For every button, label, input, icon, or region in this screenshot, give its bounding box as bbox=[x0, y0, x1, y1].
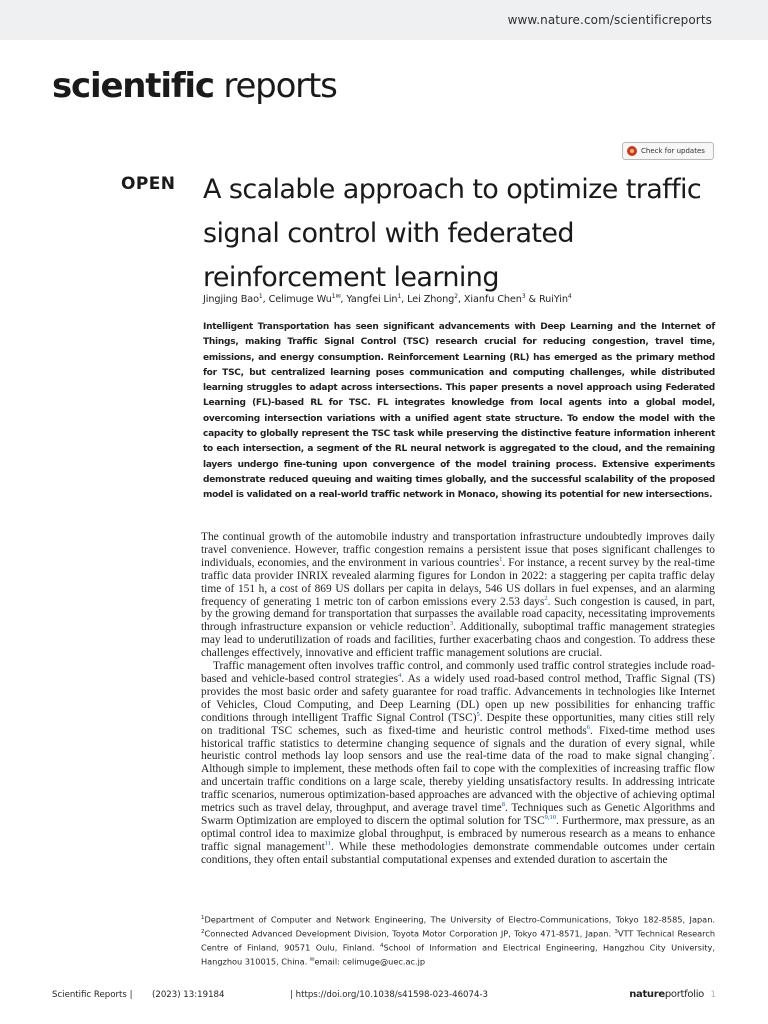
citation-ref-link[interactable]: 7 bbox=[708, 749, 713, 757]
author-name[interactable]: Yangfei Lin bbox=[346, 294, 398, 306]
body-text-run: . Despite these opportunities, many cities still rely on traditional TSC schemes, such as fixed-time and heuristic control methods bbox=[201, 711, 715, 737]
author-affiliation-mark: 2 bbox=[454, 293, 458, 300]
citation-ref-link[interactable]: 4 bbox=[398, 672, 402, 680]
author-affiliation-mark: 3 bbox=[521, 293, 526, 300]
publisher-logo-bold: nature bbox=[629, 989, 665, 1000]
author-affiliation-mark: 1 bbox=[258, 293, 263, 300]
author-affiliation-mark: 4 bbox=[567, 293, 572, 300]
affiliation-text: Connected Advanced Development Division, Toyota Motor Corporation JP, Tokyo 471-8571, Japan. bbox=[204, 928, 615, 939]
body-text-run: . Such congestion is caused, in part, by the growing demand for transportation that surpasses the available road capacity, necessitating improvements through infrastructure expansion or vehicle reduction bbox=[201, 595, 715, 634]
affiliation-mark: 2 bbox=[201, 929, 205, 936]
body-text-run: Traffic management often involves traffic control, and commonly used traffic control strategies include road-based and vehicle-based control strategies bbox=[201, 660, 715, 685]
body-text-run: . Techniques such as Genetic Algorithms and Swarm Optimization are employed to discern the optimal solution for TSC bbox=[201, 802, 716, 827]
author-name[interactable]: RuiYin bbox=[538, 294, 568, 306]
citation-ref-link[interactable]: 6 bbox=[586, 723, 591, 731]
crossmark-icon bbox=[627, 146, 637, 156]
body-text bbox=[201, 531, 715, 867]
body-text-run: . Although simple to implement, these methods often fail to cope with the complexities of increasing traffic flow and uncertain traffic conditions on a large scale, thereby yielding unsatisfactory results. In addressing intricate traffic scenarios, numerous optimization-based approaches are advanced with the objective of achieving optimal metrics such as travel delay, throughput, and average travel time bbox=[201, 750, 715, 815]
affiliation-mark: ✉ bbox=[309, 957, 315, 964]
citation-ref-link[interactable]: 2 bbox=[544, 594, 548, 602]
citation-ref-link[interactable]: 9,10 bbox=[544, 814, 557, 822]
footer-citation: (2023) 13:19184 bbox=[152, 990, 225, 1000]
check-for-updates-button[interactable] bbox=[622, 142, 714, 160]
article-title: A scalable approach to optimize traffic signal control with federated reinforcement learning bbox=[203, 174, 702, 293]
affiliations-footnote bbox=[201, 912, 715, 969]
body-text-run: . For instance, a recent survey by the real-time traffic data provider INRIX revealed alarming figures for London in 2022: a staggering per capita traffic delay time of 151 h, a cost of 869 US dollars per capita in delays, 546 US dollars in fuel expenses, and an alarming frequency of generating 1 metric ton of carbon emissions every 2.53 days bbox=[201, 556, 715, 608]
author-affiliation-mark: 1✉ bbox=[331, 293, 341, 300]
citation-ref-link[interactable]: 5 bbox=[476, 710, 480, 718]
body-text-run: . While these methodologies demonstrate commendable outcomes under certain conditions, they often entail substantial computational expenses and extended duration to ascertain the bbox=[201, 840, 715, 866]
body-paragraph bbox=[201, 660, 715, 867]
citation-ref-link[interactable]: 1 bbox=[499, 556, 503, 564]
body-text-run: . Furthermore, max pressure, as an optimal control idea to maximize global throughput, is embraced by numerous research as a means to enhance traffic signal management bbox=[201, 814, 715, 853]
author-name[interactable]: Xianfu Chen bbox=[463, 294, 522, 306]
publisher-logo-light: portfolio bbox=[664, 989, 704, 1000]
body-text-run: The continual growth of the automobile industry and transportation infrastructure undoubtedly improves daily travel convenience. However, traffic congestion remains a persistent issue that poses significant challenges to individuals, economies, and the environment in various countries bbox=[201, 531, 715, 569]
author-name[interactable]: Celimuge Wu bbox=[268, 294, 332, 306]
journal-url-link[interactable]: www.nature.com/scientificreports bbox=[507, 13, 712, 27]
affiliation-mark: 4 bbox=[380, 943, 384, 950]
affiliation-mark: 1 bbox=[201, 915, 205, 921]
open-access-label: OPEN bbox=[121, 174, 176, 194]
body-text-run: . Fixed-time method uses historical traffic statistics to determine changing sequence of signals and the duration of every signal, while heuristic control methods lay loop sensors and use the real-time data of the road to make signal changing bbox=[201, 724, 715, 763]
footer-journal-name: Scientific Reports | bbox=[52, 990, 133, 1000]
citation-ref-link[interactable]: 11 bbox=[324, 839, 332, 847]
check-for-updates-label: Check for updates bbox=[641, 147, 705, 155]
affiliation-mark: 3 bbox=[614, 929, 618, 936]
page-number: 1 bbox=[710, 990, 716, 1000]
citation-ref-link[interactable]: 3 bbox=[449, 620, 454, 628]
affiliation-text: email: celimuge@uec.ac.jp bbox=[314, 957, 426, 968]
footer-doi-link[interactable]: | https://doi.org/10.1038/s41598-023-46074-3 bbox=[290, 990, 489, 1000]
affiliation-text: Department of Computer and Network Engineering, The University of Electro-Communications, Tokyo 182-8585, Japan. bbox=[204, 914, 715, 925]
citation-ref-link[interactable]: 8 bbox=[501, 801, 505, 809]
journal-logo-bold: scientific bbox=[52, 66, 214, 106]
author-name[interactable]: Jingjing Bao bbox=[203, 294, 259, 306]
body-text-run: . Additionally, suboptimal traffic management strategies may lead to underutilization of roads and facilities, further exacerbating chaos and congestion. To address these challenges effectively, innovative and efficient traffic management solutions are crucial. bbox=[201, 621, 715, 660]
author-affiliation-mark: 1 bbox=[397, 293, 402, 300]
journal-logo bbox=[52, 66, 337, 106]
author-name[interactable]: Lei Zhong bbox=[407, 294, 455, 306]
top-banner bbox=[0, 0, 768, 40]
affiliation-text: VTT Technical Research Centre of Finland, 90571 Oulu, Finland. bbox=[201, 928, 716, 954]
body-paragraph bbox=[201, 531, 715, 660]
journal-logo-light: reports bbox=[213, 66, 337, 106]
body-text-run: . As a widely used road-based control method, Traffic Signal (TS) provides the most basic order and safety guarantee for road traffic. Advancements in technologies like Internet of Vehicles, Cloud Computing, and Deep Learning (DL) open up new possibilities for enhancing traffic conditions through intelligent Traffic Signal Control (TSC) bbox=[201, 672, 716, 724]
page-footer bbox=[52, 990, 716, 1004]
affiliation-text: School of Information and Electrical Engineering, Hangzhou City University, Hangzhou 310015, China. bbox=[201, 943, 715, 968]
publisher-logo bbox=[629, 989, 704, 1000]
author-list: Jingjing Bao$^1$, Celimuge $Wu^{1✉}$, Yangfei Lin$^1$, Lei Zhong$^2$, Xianfu Chen$^3$ & RuiYin$^4$ bbox=[203, 293, 572, 306]
abstract: Intelligent Transportation has seen significant advancements with Deep Learning and the Internet of Things, making Traffic Signal Control (TSC) research crucial for reducing congestion, travel time, emissions, and energy consumption. Reinforcement Learning (RL) has emerged as the primary method for TSC, but centralized learning poses communication and computing challenges, while distributed learning struggles to adapt across intersections. This paper presents a novel approach using Federated Learning (FL)-based RL for TSC. FL integrates knowledge from local agents into a global model, overcoming intersection variations with a unified agent state structure. To endow the model with the capacity to globally represent the TSC task while preserving the distinctive feature information inherent to each intersection, a segment of the RL neural network is aggregated to the cloud, and the remaining layers undergo fine-tuning upon convergence of the model training process. Extensive experiments demonstrate reduced queuing and waiting times globally, and the successful scalability of the proposed model is validated on a real-world traffic network in Monaco, showing its potential for new intersections. bbox=[203, 322, 715, 501]
